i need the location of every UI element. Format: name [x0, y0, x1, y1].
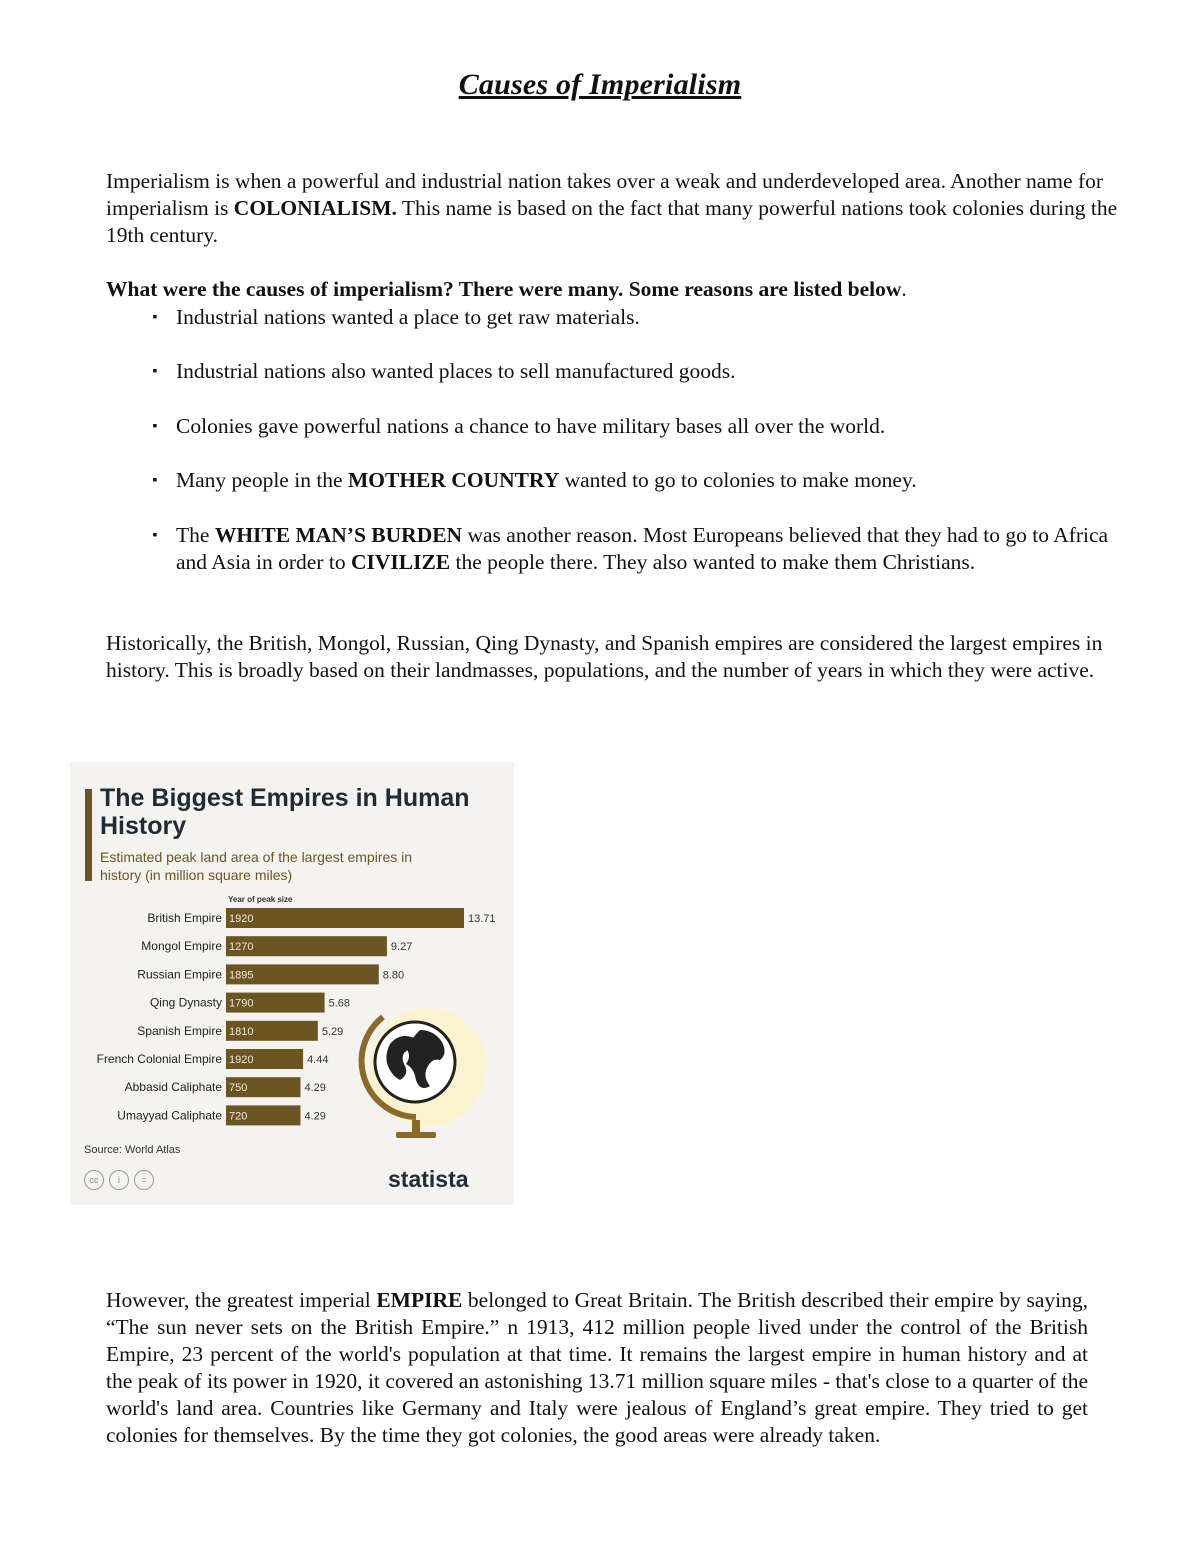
closing-text-end: belonged to Great Britain. The British described their empire by saying, “The sun never sets on the British Empire.” n 1913, 412 million people lived under the control of the British Empire, 23 percent of the world's population at that time. It remains the largest empire in human history and at the peak of its power in 1920, it covered an astonishing 13.71 million square miles - that's close to a quarter of the world's land area. Countries like Germany and Italy were jealous of England’s great empire. They tried to get colonies for themselves. By the time they got colonies, the good areas were already taken. [106, 1288, 1088, 1447]
list-item-text-part: the people there. They also wanted to make them Christians. [450, 550, 976, 574]
list-item-keyword: MOTHER COUNTRY [347, 468, 560, 492]
list-item [148, 358, 1138, 385]
bullet-marker: ▪ [152, 528, 158, 543]
year-label: 1920 [229, 913, 254, 925]
list-item-text-part: wanted to go to colonies to make money. [559, 468, 917, 492]
value-label: 13.71 [468, 913, 496, 925]
globe-icon [362, 1008, 487, 1138]
closing-keyword: EMPIRE [376, 1288, 463, 1312]
question-text: What were the causes of imperialism? There were many. Some reasons are listed below [106, 277, 902, 301]
chart-title: The Biggest Empires in Human History [100, 784, 470, 840]
bullet-marker: ▪ [152, 419, 158, 434]
list-item-text [176, 467, 1138, 494]
category-label: British Empire [147, 911, 222, 925]
intro-keyword: COLONIALISM. [233, 196, 397, 220]
list-item [148, 413, 1138, 440]
cc-icon: cc [84, 1170, 104, 1190]
column-header: Year of peak size [228, 895, 293, 904]
history-paragraph: Historically, the British, Mongol, Russian, Qing Dynasty, and Spanish empires are considered the largest empires in history. This is broadly based on their landmasses, populations, and the number of years in which they were active. [106, 631, 1103, 682]
list-item-text-part: was another reason. Most Europeans believed that they had to go to Africa and Asia in order to [176, 523, 1109, 574]
attribution-icon: i [109, 1170, 129, 1190]
question-period: . [901, 277, 907, 301]
list-item-text [176, 522, 1138, 576]
chart-source: Source: World Atlas [84, 1144, 181, 1156]
year-label: 720 [229, 1110, 248, 1123]
list-item-text-part: Many people in the [176, 468, 348, 492]
bullet-marker: ▪ [152, 364, 158, 379]
list-item [148, 304, 1138, 331]
list-item-keyword: CIVILIZE [350, 550, 451, 574]
intro-text: Imperialism is when a powerful and industrial nation takes over a weak and underdeveloped area. Another name for imperialism is [106, 169, 1104, 220]
bullet-marker: ▪ [152, 310, 158, 325]
year-label: 1895 [229, 969, 254, 982]
closing-text: However, the greatest imperial [106, 1288, 377, 1312]
list-item [148, 522, 1138, 576]
no-derivatives-icon: = [134, 1170, 154, 1190]
year-label: 1790 [229, 997, 254, 1010]
value-label: 4.29 [304, 1110, 326, 1123]
bullet-marker: ▪ [152, 473, 158, 488]
intro-text-end: This name is based on the fact that many powerful nations took colonies during the 19th century. [106, 196, 1118, 247]
chart-plot [70, 762, 514, 1205]
value-label: 4.29 [304, 1082, 326, 1095]
category-label: Spanish Empire [137, 1023, 222, 1038]
value-label: 5.29 [321, 1025, 344, 1038]
list-item-text: Industrial nations also wanted places to sell manufactured goods. [176, 359, 736, 383]
intro-paragraph [106, 168, 1136, 249]
category-label: Qing Dynasty [149, 995, 222, 1010]
list-item-text: Colonies gave powerful nations a chance to have military bases all over the world. [176, 414, 886, 438]
closing-paragraph [106, 1287, 1088, 1449]
year-label: 1810 [229, 1025, 254, 1038]
value-label: 5.68 [328, 997, 351, 1010]
list-item-text: Industrial nations wanted a place to get raw materials. [176, 305, 640, 329]
list-item-text-part: The [176, 523, 215, 547]
value-label: 4.44 [307, 1054, 329, 1066]
category-label: Mongol Empire [141, 939, 222, 954]
value-label: 9.27 [390, 941, 413, 954]
bar [226, 908, 464, 928]
year-label: 1920 [229, 1054, 254, 1066]
category-label: Abbasid Caliphate [124, 1080, 222, 1095]
statista-logo: statista [388, 1166, 469, 1192]
page-title: Causes of Imperialism [458, 68, 742, 101]
list-item-keyword: WHITE MAN’S BURDEN [214, 523, 463, 547]
category-label: Umayyad Caliphate [117, 1108, 222, 1123]
year-label: 1270 [229, 941, 254, 954]
license-icons [84, 1170, 159, 1190]
list-item [148, 467, 1138, 494]
value-label: 8.80 [382, 969, 405, 982]
question-heading [106, 276, 1136, 303]
category-label: Russian Empire [137, 967, 222, 982]
chart-subtitle: Estimated peak land area of the largest empires in history (in million square miles) [100, 849, 413, 883]
category-label: French Colonial Empire [96, 1052, 222, 1066]
year-label: 750 [229, 1082, 248, 1095]
empires-chart [70, 762, 514, 1205]
